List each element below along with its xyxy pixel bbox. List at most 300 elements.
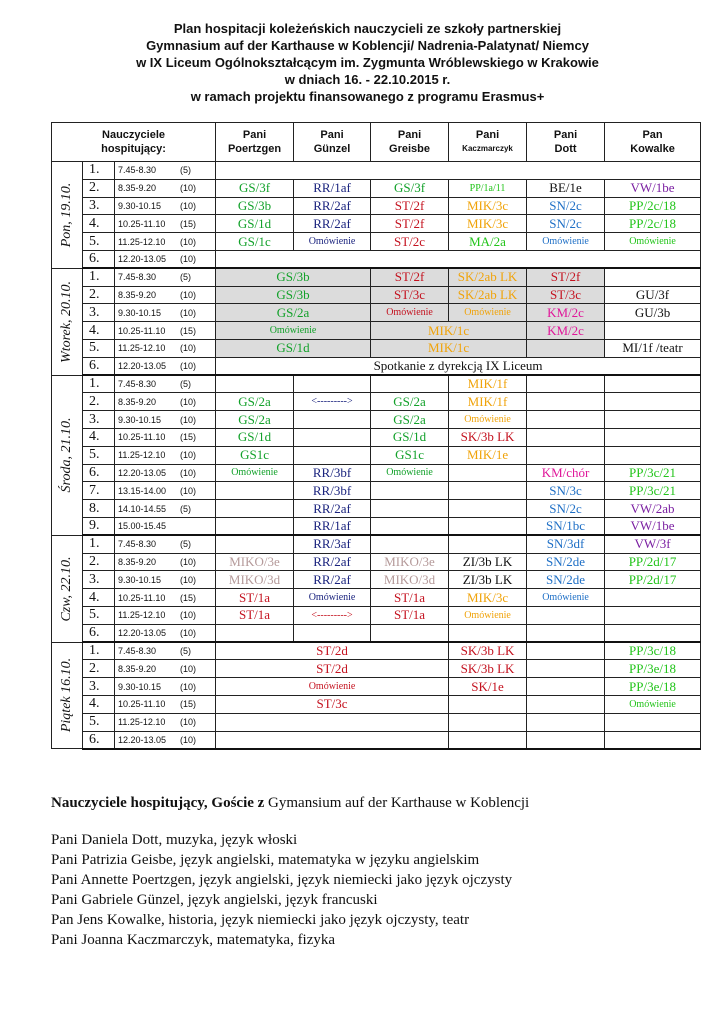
lesson-number: 3. — [83, 411, 115, 429]
empty-cell — [605, 731, 701, 749]
schedule-row — [52, 179, 701, 197]
header-corner — [52, 123, 216, 162]
schedule-cell: SN/3c — [527, 482, 605, 500]
header-teacher-kaczmarczyk — [449, 123, 527, 162]
break-length: (10) — [180, 681, 197, 692]
lesson-time-range: 11.25-12.10 — [118, 450, 166, 461]
empty-cell — [605, 606, 701, 624]
schedule-cell: GS/2a — [216, 393, 294, 411]
title-line: Plan hospitacji koleżeńskich nauczycieli ze szkoły partnerskiej — [173, 21, 562, 36]
lesson-number: 7. — [83, 482, 115, 500]
break-length: (10) — [180, 485, 197, 496]
lesson-time-range: 12.20-13.05 — [118, 627, 167, 638]
lesson-time — [115, 678, 216, 696]
document-title — [90, 20, 645, 105]
schedule-cell: PP/3c/18 — [605, 642, 701, 660]
empty-cell — [216, 624, 294, 642]
lesson-number: 5. — [83, 233, 115, 251]
break-length: (15) — [180, 432, 197, 443]
lesson-time — [115, 357, 216, 375]
header-teacher-kowalke — [605, 123, 701, 162]
empty-cell — [216, 500, 294, 518]
schedule-cell: SN/1bc — [527, 517, 605, 535]
schedule-cell: RR/2af — [294, 571, 371, 589]
schedule-cell: SK/2ab LK — [449, 268, 527, 286]
schedule-cell: RR/1af — [294, 179, 371, 197]
schedule-row — [52, 322, 701, 340]
schedule-cell: MIK/1c — [371, 322, 527, 340]
lesson-time — [115, 375, 216, 393]
lesson-time — [115, 589, 216, 607]
lesson-number: 3. — [83, 304, 115, 322]
schedule-cell: Omówienie — [527, 589, 605, 607]
schedule-row — [52, 286, 701, 304]
schedule-cell: PP/3e/18 — [605, 678, 701, 696]
header-teacher-poertzgen — [216, 123, 294, 162]
empty-cell — [605, 322, 701, 340]
schedule-cell: RR/3bf — [294, 482, 371, 500]
empty-cell — [527, 713, 605, 731]
break-length: (10) — [180, 663, 197, 674]
teacher-title: Pani — [553, 129, 578, 141]
break-length: (10) — [180, 610, 197, 621]
schedule-cell: VW/2ab — [605, 500, 701, 518]
break-length: (10) — [180, 734, 197, 745]
schedule-cell: RR/2af — [294, 553, 371, 571]
lesson-time-range: 12.20-13.05 — [118, 467, 167, 478]
empty-cell — [527, 393, 605, 411]
schedule-row — [52, 571, 701, 589]
empty-cell — [605, 375, 701, 393]
schedule-cell: GS1c — [216, 446, 294, 464]
break-length: (5) — [180, 539, 191, 550]
schedule-cell: SK/3b LK — [449, 428, 527, 446]
schedule-cell: PP/2c/18 — [605, 197, 701, 215]
schedule-cell: ST/2f — [527, 268, 605, 286]
lesson-time-range: 9.30-10.15 — [118, 681, 162, 692]
schedule-cell: ST/1a — [371, 606, 449, 624]
teacher-title: Pani — [320, 129, 344, 141]
schedule-cell: GS/3b — [216, 268, 371, 286]
lesson-time — [115, 535, 216, 553]
schedule-cell: GS/1d — [216, 215, 294, 233]
title-line: Gymnasium auf der Karthause w Koblencji/ Nadrenia-Palatynat/ Niemcy — [146, 38, 589, 53]
guest-line: Pan Jens Kowalke, historia, język niemiecki jako język ojczysty, teatr — [51, 912, 470, 928]
break-length: (10) — [180, 467, 197, 478]
schedule-cell: SN/2de — [527, 571, 605, 589]
schedule-cell: ST/2d — [216, 642, 449, 660]
break-length: (10) — [180, 450, 197, 461]
break-length: (10) — [180, 343, 197, 354]
schedule-row — [52, 624, 701, 642]
lesson-time — [115, 482, 216, 500]
lesson-time-range: 11.25-12.10 — [118, 717, 166, 728]
schedule-cell: MIKO/3e — [371, 553, 449, 571]
lesson-time-range: 7.45-8.30 — [118, 646, 157, 657]
schedule-cell: ST/2c — [371, 233, 449, 251]
day-label-text: Pon, 19.10. — [59, 182, 74, 248]
schedule-cell: Omówienie — [294, 589, 371, 607]
schedule-row — [52, 411, 701, 429]
empty-cell — [605, 713, 701, 731]
schedule-cell: Omówienie — [371, 304, 449, 322]
schedule-row — [52, 660, 701, 678]
schedule-cell: PP/3c/21 — [605, 464, 701, 482]
schedule-row — [52, 731, 701, 749]
schedule-cell: GS/3f — [216, 179, 294, 197]
empty-cell — [527, 606, 605, 624]
empty-cell — [216, 250, 701, 268]
schedule-row — [52, 589, 701, 607]
schedule-row — [52, 464, 701, 482]
day-label — [52, 535, 83, 642]
empty-cell — [294, 446, 371, 464]
schedule-cell: GS/2a — [371, 411, 449, 429]
title-line: w IX Liceum Ogólnokształcącym im. Zygmunta Wróblewskiego w Krakowie — [136, 55, 599, 70]
schedule-row — [52, 268, 701, 286]
lesson-time — [115, 606, 216, 624]
empty-cell — [527, 624, 605, 642]
lesson-number: 8. — [83, 500, 115, 518]
break-length: (15) — [180, 699, 197, 710]
schedule-row — [52, 375, 701, 393]
empty-cell — [527, 446, 605, 464]
teacher-name: Günzel — [313, 143, 351, 155]
schedule-cell: GS/2a — [216, 411, 294, 429]
lesson-time-range: 15.00-15.45 — [118, 521, 167, 532]
lesson-number: 3. — [83, 678, 115, 696]
break-length: (10) — [180, 289, 197, 300]
schedule-row — [52, 393, 701, 411]
lesson-time-range: 14.10-14.55 — [118, 503, 167, 514]
schedule-cell: MIK/1c — [371, 339, 527, 357]
day-label-text: Środa, 21.10. — [59, 417, 74, 493]
empty-cell — [527, 411, 605, 429]
empty-cell — [371, 624, 449, 642]
lesson-number: 5. — [83, 339, 115, 357]
lesson-time-range: 8.35-9.20 — [118, 663, 157, 674]
lesson-number: 1. — [83, 375, 115, 393]
empty-cell — [449, 695, 527, 713]
empty-cell — [527, 695, 605, 713]
lesson-number: 1. — [83, 268, 115, 286]
schedule-cell: RR/3af — [294, 535, 371, 553]
schedule-row — [52, 535, 701, 553]
lesson-time-range: 8.35-9.20 — [118, 289, 157, 300]
schedule-table — [51, 122, 701, 750]
schedule-cell: GS/2a — [216, 304, 371, 322]
footer-heading-rest: Gymansium auf der Karthause w Koblencji — [264, 795, 530, 811]
break-length: (10) — [180, 254, 197, 265]
schedule-cell: VW/1be — [605, 517, 701, 535]
schedule-row — [52, 553, 701, 571]
schedule-row — [52, 197, 701, 215]
schedule-cell: GS/1d — [216, 428, 294, 446]
lesson-time-range: 10.25-11.10 — [118, 325, 166, 336]
lesson-time — [115, 339, 216, 357]
guest-line: Pani Annette Poertzgen, język angielski, język niemiecki jako język ojczysty — [51, 872, 513, 888]
empty-cell — [216, 482, 294, 500]
break-length: (10) — [180, 236, 197, 247]
lesson-number: 6. — [83, 357, 115, 375]
empty-cell — [527, 678, 605, 696]
schedule-row — [52, 250, 701, 268]
lesson-time-range: 9.30-10.15 — [118, 414, 162, 425]
empty-cell — [449, 464, 527, 482]
schedule-cell: RR/2af — [294, 197, 371, 215]
break-length: (5) — [180, 379, 191, 390]
schedule-row — [52, 482, 701, 500]
schedule-cell: GS/1d — [371, 428, 449, 446]
schedule-cell: ST/3c — [527, 286, 605, 304]
break-length: (15) — [180, 325, 197, 336]
schedule-cell: PP/1a/11 — [449, 179, 527, 197]
schedule-cell: SN/2c — [527, 215, 605, 233]
empty-cell — [294, 624, 371, 642]
schedule-cell: ST/2f — [371, 268, 449, 286]
schedule-row — [52, 233, 701, 251]
schedule-cell: SN/2c — [527, 500, 605, 518]
empty-cell — [605, 624, 701, 642]
schedule-row — [52, 339, 701, 357]
schedule-cell: GS/3f — [371, 179, 449, 197]
schedule-cell: <---------> — [294, 393, 371, 411]
lesson-number: 9. — [83, 517, 115, 535]
lesson-number: 5. — [83, 713, 115, 731]
teacher-title: Pan — [642, 129, 663, 141]
schedule-row — [52, 678, 701, 696]
schedule-cell: PP/2d/17 — [605, 553, 701, 571]
break-length: (10) — [180, 717, 197, 728]
teacher-name: Poertzgen — [227, 143, 282, 155]
empty-cell — [605, 589, 701, 607]
schedule-cell: Omówienie — [449, 304, 527, 322]
schedule-cell: ST/2d — [216, 660, 449, 678]
empty-cell — [449, 500, 527, 518]
empty-cell — [371, 517, 449, 535]
schedule-cell: RR/2af — [294, 215, 371, 233]
schedule-cell: SN/2c — [527, 197, 605, 215]
lesson-number: 4. — [83, 428, 115, 446]
lesson-time — [115, 286, 216, 304]
break-length: (10) — [180, 183, 197, 194]
lesson-time-range: 9.30-10.15 — [118, 307, 162, 318]
empty-cell — [371, 535, 449, 553]
empty-cell — [527, 339, 605, 357]
lesson-time — [115, 517, 216, 535]
empty-cell — [449, 713, 527, 731]
schedule-cell: MIKO/3d — [371, 571, 449, 589]
title-line: w dniach 16. - 22.10.2015 r. — [284, 72, 451, 87]
schedule-cell: Omówienie — [216, 322, 371, 340]
empty-cell — [605, 268, 701, 286]
schedule-cell: ZI/3b LK — [449, 571, 527, 589]
schedule-cell: ZI/3b LK — [449, 553, 527, 571]
break-length: (10) — [180, 307, 197, 318]
lesson-number: 2. — [83, 393, 115, 411]
lesson-number: 1. — [83, 162, 115, 180]
empty-cell — [527, 642, 605, 660]
schedule-cell: PP/3c/21 — [605, 482, 701, 500]
header-teacher-gunzel — [294, 123, 371, 162]
schedule-cell: KM/2c — [527, 304, 605, 322]
lesson-number: 1. — [83, 535, 115, 553]
break-length: (10) — [180, 556, 197, 567]
footer-heading — [51, 793, 529, 813]
teacher-name: Kowalke — [630, 143, 675, 155]
lesson-time-range: 11.25-12.10 — [118, 343, 166, 354]
lesson-number: 6. — [83, 250, 115, 268]
teacher-title: Pani — [397, 129, 422, 141]
schedule-cell: Omówienie — [449, 606, 527, 624]
schedule-cell: Spotkanie z dyrekcją IX Liceum — [216, 357, 701, 375]
lesson-time — [115, 411, 216, 429]
schedule-cell: SN/2de — [527, 553, 605, 571]
schedule-row — [52, 606, 701, 624]
schedule-cell: GS1c — [371, 446, 449, 464]
schedule-cell: GS/2a — [371, 393, 449, 411]
lesson-time-range: 12.20-13.05 — [118, 254, 167, 265]
lesson-number: 2. — [83, 553, 115, 571]
lesson-number: 3. — [83, 197, 115, 215]
lesson-time — [115, 179, 216, 197]
teacher-name: Kaczmarczyk — [462, 144, 513, 153]
lesson-time-range: 11.25-12.10 — [118, 610, 166, 621]
lesson-time — [115, 713, 216, 731]
header-corner-line: Nauczyciele — [102, 129, 165, 141]
schedule-cell: GS/1c — [216, 233, 294, 251]
break-length: (5) — [180, 165, 191, 176]
empty-cell — [449, 517, 527, 535]
empty-cell — [605, 428, 701, 446]
schedule-cell: SN/3df — [527, 535, 605, 553]
lesson-time — [115, 642, 216, 660]
schedule-cell: SK/1e — [449, 678, 527, 696]
lesson-time-range: 12.20-13.05 — [118, 734, 167, 745]
empty-cell — [449, 482, 527, 500]
empty-cell — [371, 500, 449, 518]
lesson-time — [115, 731, 216, 749]
empty-cell — [294, 375, 371, 393]
lesson-time — [115, 464, 216, 482]
schedule-cell: RR/1af — [294, 517, 371, 535]
lesson-time-range: 12.20-13.05 — [118, 360, 167, 371]
empty-cell — [371, 375, 449, 393]
schedule-cell: Omówienie — [216, 464, 294, 482]
teacher-name: Dott — [554, 143, 577, 155]
lesson-time-range: 10.25-11.10 — [118, 592, 166, 603]
empty-cell — [527, 428, 605, 446]
empty-cell — [449, 624, 527, 642]
schedule-row — [52, 446, 701, 464]
lesson-number: 5. — [83, 446, 115, 464]
lesson-time — [115, 215, 216, 233]
teacher-title: Pani — [242, 129, 267, 141]
lesson-time — [115, 233, 216, 251]
empty-cell — [527, 375, 605, 393]
footer-heading-bold: Nauczyciele hospitujący, Goście z — [51, 795, 265, 811]
break-length: (10) — [180, 200, 197, 211]
schedule-cell: ST/1a — [216, 606, 294, 624]
schedule-cell: RR/2af — [294, 500, 371, 518]
schedule-row — [52, 215, 701, 233]
lesson-time — [115, 393, 216, 411]
empty-cell — [216, 535, 294, 553]
lesson-time-range: 8.35-9.20 — [118, 396, 157, 407]
empty-cell — [294, 428, 371, 446]
lesson-time-range: 7.45-8.30 — [118, 272, 157, 283]
lesson-time-range: 8.35-9.20 — [118, 556, 157, 567]
day-label — [52, 268, 83, 375]
schedule-row — [52, 642, 701, 660]
schedule-row — [52, 695, 701, 713]
schedule-row — [52, 517, 701, 535]
break-length: (5) — [180, 272, 191, 283]
lesson-number: 4. — [83, 695, 115, 713]
schedule-cell: GU/3f — [605, 286, 701, 304]
schedule-cell: GS/3b — [216, 286, 371, 304]
schedule-cell: VW/3f — [605, 535, 701, 553]
schedule-cell: ST/3c — [371, 286, 449, 304]
lesson-time — [115, 250, 216, 268]
day-label-text: Piątek 16.10. — [59, 658, 74, 733]
break-length: (5) — [180, 503, 191, 514]
schedule-cell: Omówienie — [216, 678, 449, 696]
lesson-time-range: 8.35-9.20 — [118, 183, 157, 194]
lesson-time-range: 9.30-10.15 — [118, 574, 162, 585]
lesson-number: 1. — [83, 642, 115, 660]
schedule-cell: ST/1a — [371, 589, 449, 607]
lesson-time — [115, 660, 216, 678]
empty-cell — [294, 411, 371, 429]
empty-cell — [605, 393, 701, 411]
empty-cell — [216, 375, 294, 393]
schedule-cell: ST/2f — [371, 215, 449, 233]
lesson-time-range: 7.45-8.30 — [118, 379, 157, 390]
header-teacher-dott — [527, 123, 605, 162]
schedule-cell: SK/3b LK — [449, 660, 527, 678]
schedule-row — [52, 162, 701, 180]
day-label — [52, 375, 83, 535]
lesson-time-range: 9.30-10.15 — [118, 200, 162, 211]
schedule-cell: GU/3b — [605, 304, 701, 322]
schedule-cell: MIK/3c — [449, 589, 527, 607]
schedule-cell: Omówienie — [371, 464, 449, 482]
schedule-body — [52, 162, 701, 749]
schedule-row — [52, 500, 701, 518]
header-teacher-greisbe — [371, 123, 449, 162]
empty-cell — [449, 731, 527, 749]
lesson-time — [115, 428, 216, 446]
schedule-cell: MIK/1f — [449, 393, 527, 411]
teacher-name: Greisbe — [389, 143, 431, 155]
schedule-row — [52, 713, 701, 731]
schedule-cell: Omówienie — [294, 233, 371, 251]
schedule-cell: ST/3c — [216, 695, 449, 713]
break-length: (15) — [180, 592, 197, 603]
schedule-cell: MIK/1e — [449, 446, 527, 464]
lesson-time-range: 11.25-12.10 — [118, 236, 166, 247]
empty-cell — [216, 517, 294, 535]
header-corner-line: hospitujący: — [101, 143, 166, 155]
schedule-cell: MIK/3c — [449, 215, 527, 233]
lesson-number: 6. — [83, 464, 115, 482]
lesson-time-range: 10.25-11.10 — [118, 699, 166, 710]
lesson-time — [115, 446, 216, 464]
schedule-cell: MIK/3c — [449, 197, 527, 215]
lesson-time — [115, 553, 216, 571]
lesson-number: 2. — [83, 179, 115, 197]
